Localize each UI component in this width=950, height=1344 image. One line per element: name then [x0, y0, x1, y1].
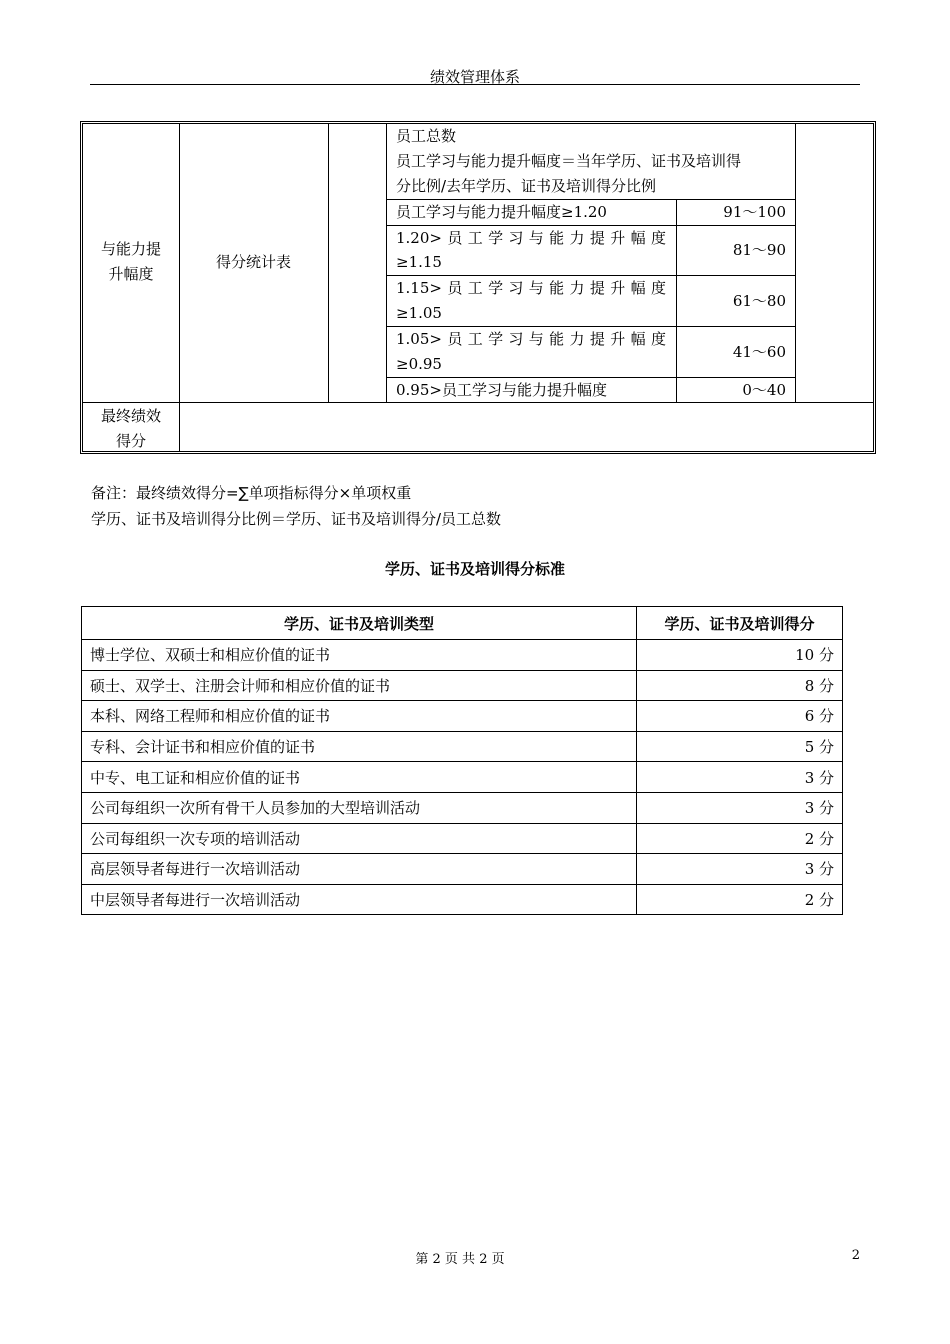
table-row: [82, 731, 843, 762]
range-score: 41～60: [732, 343, 786, 361]
training-type: 专科、会计证书和相应价值的证书: [82, 731, 637, 762]
footer-page-info: 第 2 页 共 2 页: [415, 1252, 505, 1267]
training-score: 3 分: [637, 792, 843, 823]
table-row: [82, 884, 843, 915]
table-row: [82, 854, 843, 885]
training-score: 2 分: [637, 884, 843, 915]
training-type: 博士学位、双硕士和相应价值的证书: [82, 640, 637, 671]
page-header-title: 绩效管理体系: [429, 68, 520, 86]
table-row: [82, 640, 843, 671]
formula-line: 员工学习与能力提升幅度＝当年学历、证书及培训得: [396, 152, 742, 170]
data-source: 得分统计表: [215, 253, 291, 271]
standard-table: [81, 606, 843, 915]
table-row: [82, 701, 843, 732]
training-score: 10 分: [637, 640, 843, 671]
training-score: 2 分: [637, 823, 843, 854]
footer-page-number: 2: [851, 1248, 860, 1263]
range-score: 91～100: [723, 203, 786, 221]
formula-line: 分比例/去年学历、证书及培训得分比例: [396, 177, 657, 195]
training-type: 公司每组织一次专项的培训活动: [82, 823, 637, 854]
range-condition-cont: ≥1.15: [396, 253, 442, 271]
training-score: 8 分: [637, 670, 843, 701]
formula-line: 员工总数: [396, 127, 457, 145]
training-type: 本科、网络工程师和相应价值的证书: [82, 701, 637, 732]
column-header: 学历、证书及培训得分: [637, 607, 843, 640]
training-type: 中层领导者每进行一次培训活动: [82, 884, 637, 915]
training-type: 公司每组织一次所有骨干人员参加的大型培训活动: [82, 792, 637, 823]
header-rule: [90, 84, 860, 85]
training-type: 高层领导者每进行一次培训活动: [82, 854, 637, 885]
range-condition: 1.05>员工学习与能力提升幅度: [396, 330, 666, 348]
note-line: 备注：最终绩效得分=∑单项指标得分×单项权重: [91, 484, 412, 502]
range-score: 0～40: [742, 381, 786, 399]
range-condition: 员工学习与能力提升幅度≥1.20: [396, 203, 607, 221]
range-condition: 1.15>员工学习与能力提升幅度: [396, 279, 666, 297]
training-score: 6 分: [637, 701, 843, 732]
training-type: 硕士、双学士、注册会计师和相应价值的证书: [82, 670, 637, 701]
table-row: [82, 762, 843, 793]
range-score: 81～90: [732, 241, 786, 259]
column-header: 学历、证书及培训类型: [82, 607, 637, 640]
indicator-table: [80, 121, 876, 454]
table-row: [82, 670, 843, 701]
training-type: 中专、电工证和相应价值的证书: [82, 762, 637, 793]
range-condition-cont: ≥0.95: [396, 355, 442, 373]
range-score: 61～80: [732, 292, 786, 310]
table-header-row: [82, 607, 843, 640]
note-line: 学历、证书及培训得分比例＝学历、证书及培训得分/员工总数: [91, 510, 502, 528]
training-score: 3 分: [637, 762, 843, 793]
range-condition-cont: ≥1.05: [396, 304, 442, 322]
final-score-label: 最终绩效 得分: [100, 407, 161, 450]
section-title: 学历、证书及培训得分标准: [384, 560, 565, 578]
range-condition: 0.95>员工学习与能力提升幅度: [396, 381, 607, 399]
training-score: 5 分: [637, 731, 843, 762]
range-condition: 1.20>员工学习与能力提升幅度: [396, 229, 666, 247]
indicator-name: 与能力提 升幅度: [100, 240, 161, 283]
training-score: 3 分: [637, 854, 843, 885]
table-row: [82, 792, 843, 823]
table-row: [82, 823, 843, 854]
